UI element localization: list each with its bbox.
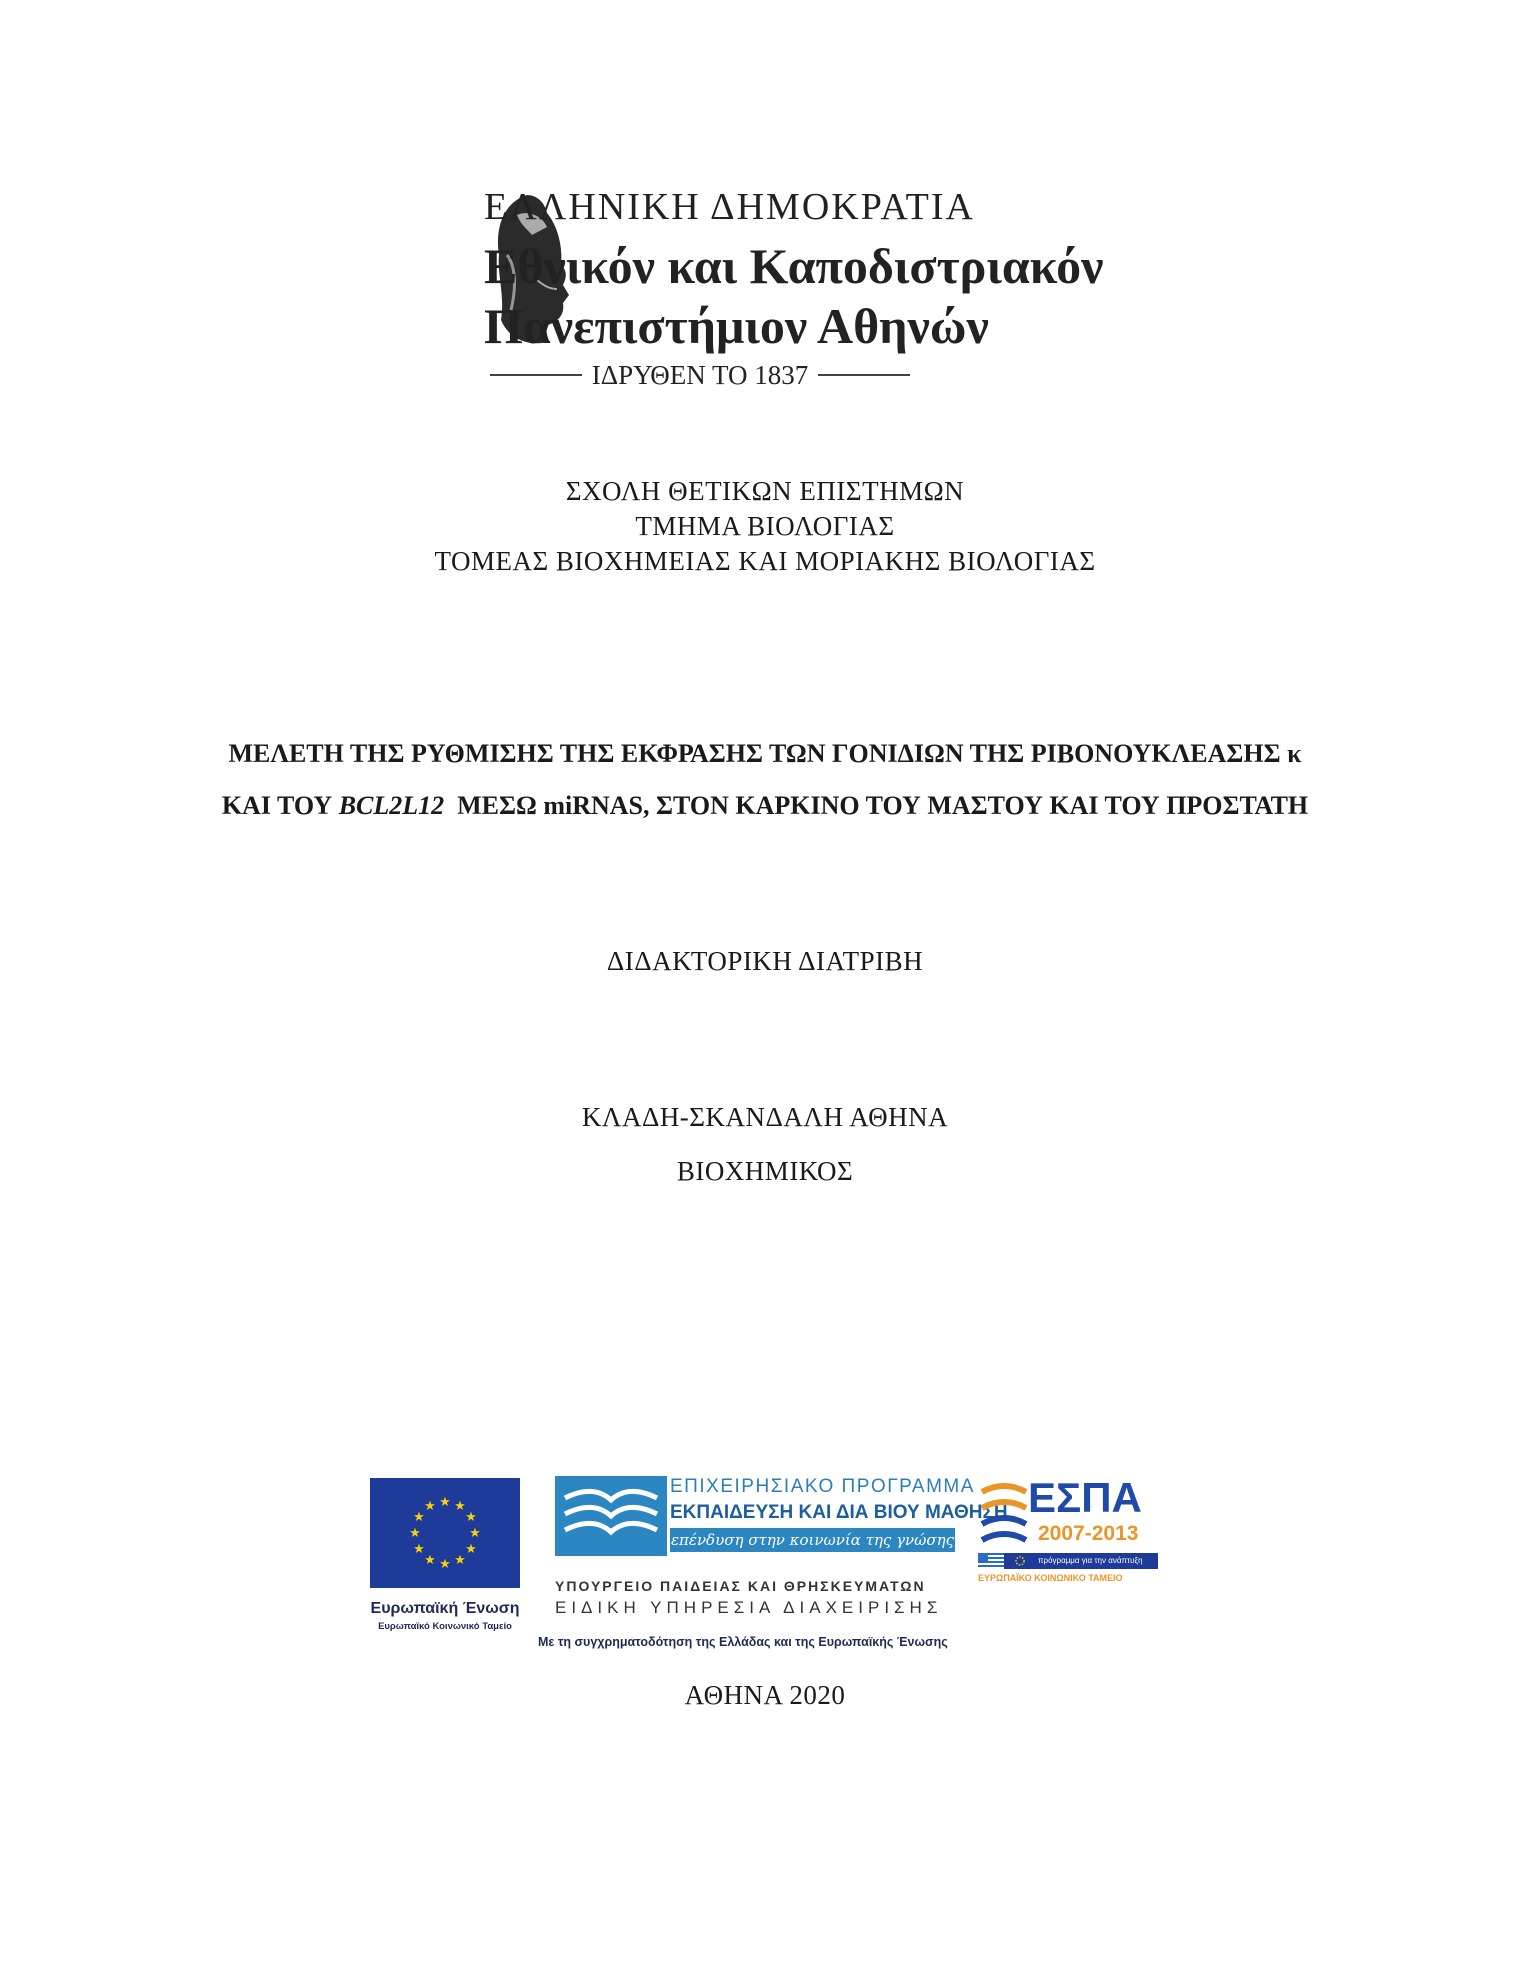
university-name-line1: Εθνικόν και Καποδιστριακόν: [484, 238, 1104, 294]
greek-eu-flags-icon: [978, 1553, 1034, 1569]
founded-label: ΙΔΡΥΘΕΝ ΤΟ 1837: [591, 359, 809, 390]
department-label: ΤΜΗΜΑ ΒΙΟΛΟΓΙΑΣ: [635, 511, 895, 541]
place-year: ΑΘΗΝΑ 2020: [684, 1680, 846, 1710]
title-line2-start: ΚΑΙ ΤΟΥ: [221, 791, 339, 820]
rule-right: [818, 374, 910, 376]
ministry-label: ΥΠΟΥΡΓΕΙΟ ΠΑΙΔΕΙΑΣ ΚΑΙ ΘΡΗΣΚΕΥΜΑΤΩΝ: [555, 1578, 926, 1594]
education-programme-logo: [555, 1476, 1008, 1576]
espa-logo: [978, 1474, 1158, 1598]
svg-text:★: ★: [424, 1553, 436, 1568]
gene-name: BCL2L12: [338, 791, 445, 820]
svg-text:★: ★: [413, 1510, 425, 1525]
svg-text:★: ★: [454, 1553, 466, 1568]
svg-text:★: ★: [439, 1495, 451, 1510]
book-icon: [555, 1476, 667, 1556]
cofinance-label: Με τη συγχρηματοδότηση της Ελλάδας και της Ευρωπαϊκής Ένωσης: [538, 1635, 948, 1649]
eu-fund-name: Ευρωπαϊκό Κοινωνικό Ταμείο: [378, 1621, 512, 1632]
eu-name: Ευρωπαϊκή Ένωση: [370, 1600, 520, 1617]
svg-text:★: ★: [409, 1526, 421, 1541]
founded-line: [490, 360, 910, 390]
espa-fund-label: ΕΥΡΩΠΑΪΚΟ ΚΟΙΝΩΝΙΚΟ ΤΑΜΕΙΟ: [978, 1573, 1123, 1583]
svg-text:★: ★: [439, 1557, 451, 1572]
eu-stars-icon: [370, 1478, 520, 1588]
programme-name: ΕΚΠΑΙΔΕΥΣΗ ΚΑΙ ΔΙΑ ΒΙΟΥ ΜΑΘΗΣΗ: [670, 1502, 1008, 1523]
university-name-line2: Πανεπιστήμιον Αθηνών: [484, 298, 989, 354]
espa-tagline: πρόγραμμα για την ανάπτυξη: [1038, 1556, 1143, 1565]
programme-slogan: επένδυση στην κοινωνία της γνώσης: [670, 1528, 955, 1552]
svg-text:★: ★: [465, 1542, 477, 1557]
author-title: ΒΙΟΧΗΜΙΚΟΣ: [676, 1156, 854, 1186]
espa-waves-icon: [978, 1482, 1030, 1546]
eu-flag-icon: [370, 1478, 520, 1588]
title-line2-end: ΜΕΣΩ miRNAS, ΣΤΟΝ ΚΑΡΚΙΝΟ ΤΟΥ ΜΑΣΤΟΥ ΚΑΙ ΤΟΥ ΠΡΟΣΤΑΤΗ: [444, 791, 1309, 820]
sector-label: ΤΟΜΕΑΣ ΒΙΟΧΗΜΕΙΑΣ ΚΑΙ ΜΟΡΙΑΚΗΣ ΒΙΟΛΟΓΙΑΣ: [434, 546, 1096, 576]
thesis-title-line2: [0, 780, 1530, 832]
authority-label: ΕΙΔΙΚΗ ΥΠΗΡΕΣΙΑ ΔΙΑΧΕΙΡΙΣΗΣ: [555, 1598, 943, 1617]
republic-label: ΕΛΛΗΝΙΚΗ ΔΗΜΟΚΡΑΤΙΑ: [484, 186, 975, 228]
svg-text:★: ★: [424, 1499, 436, 1514]
programme-label: ΕΠΙΧΕΙΡΗΣΙΑΚΟ ΠΡΟΓΡΑΜΜΑ: [670, 1476, 975, 1497]
school-label: ΣΧΟΛΗ ΘΕΤΙΚΩΝ ΕΠΙΣΤΗΜΩΝ: [565, 476, 965, 506]
university-logo: [372, 185, 1172, 390]
document-type: ΔΙΔΑΚΤΟΡΙΚΗ ΔΙΑΤΡΙΒΗ: [606, 946, 924, 976]
rule-left: [490, 374, 582, 376]
thesis-title-line1: ΜΕΛΕΤΗ ΤΗΣ ΡΥΘΜΙΣΗΣ ΤΗΣ ΕΚΦΡΑΣΗΣ ΤΩΝ ΓΟΝΙΔΙΩΝ ΤΗΣ ΡΙΒΟΝΟΥΚΛΕΑΣΗΣ κ: [228, 739, 1302, 768]
svg-text:★: ★: [469, 1526, 481, 1541]
author-name: ΚΛΑΔΗ-ΣΚΑΝΔΑΛΗ ΑΘΗΝΑ: [581, 1102, 949, 1132]
espa-years: 2007-2013: [1038, 1522, 1139, 1545]
svg-text:★: ★: [413, 1542, 425, 1557]
svg-text:★: ★: [454, 1499, 466, 1514]
espa-name: ΕΣΠΑ: [1028, 1474, 1142, 1521]
svg-text:★: ★: [465, 1510, 477, 1525]
